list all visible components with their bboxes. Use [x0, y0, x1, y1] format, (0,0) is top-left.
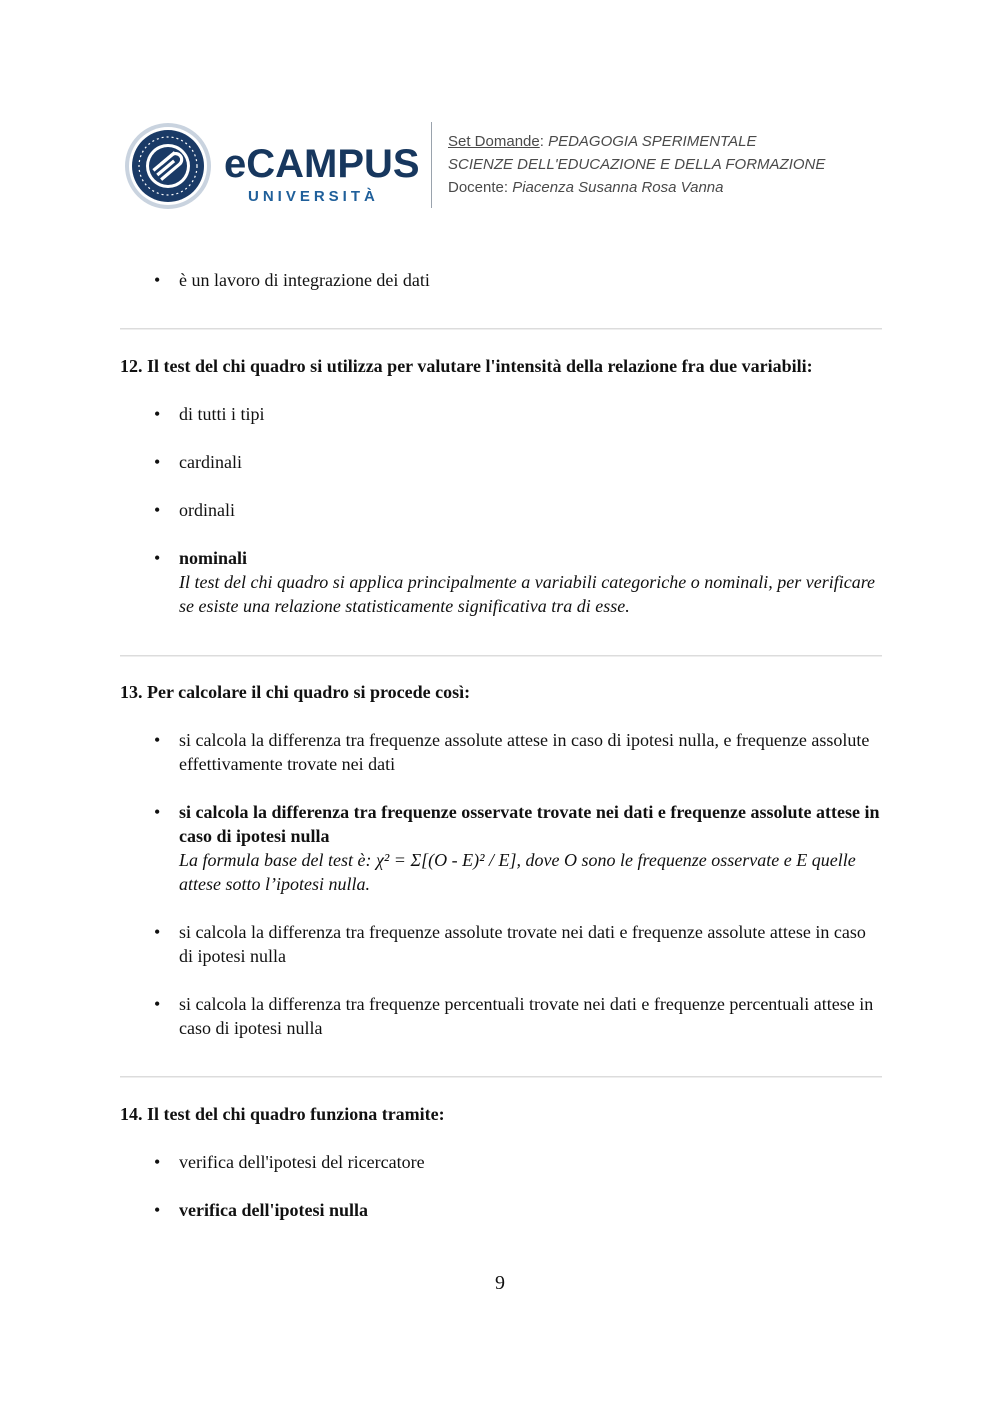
logo-subtitle: UNIVERSITÀ	[248, 188, 379, 205]
correct-option-text: nominali	[179, 548, 248, 568]
correct-option-text: si calcola la differenza tra frequenze osservate trovate nei dati e frequenze assolute attese in caso di ipotesi nulla	[179, 802, 880, 846]
option-text: si calcola la differenza tra frequenze assolute trovate nei dati e frequenze assolute attese in caso di ipotesi nulla	[179, 922, 866, 966]
set-label: Set Domande	[448, 133, 540, 150]
header-divider	[431, 122, 432, 208]
bullet-icon: •	[154, 922, 161, 942]
correct-option-text: verifica dell'ipotesi nulla	[179, 1200, 368, 1220]
explanation-text: La formula base del test è: χ² = Σ[(O - E)² / E], dove O sono le frequenze osservate e E quelle attese sotto l’ipotesi nulla.	[179, 850, 856, 894]
bullet-icon: •	[154, 1200, 161, 1220]
document-header	[124, 120, 884, 212]
correct-option-item	[120, 1198, 882, 1222]
set-value: PEDAGOGIA SPERIMENTALE	[548, 133, 757, 150]
option-item	[120, 450, 882, 474]
option-text: ordinali	[179, 500, 235, 520]
option-text: si calcola la differenza tra frequenze assolute attese in caso di ipotesi nulla, e frequenze assolute effettivamente trovate nei dati	[179, 730, 870, 774]
docente-name: Piacenza Susanna Rosa Vanna	[512, 179, 724, 196]
bullet-icon: •	[154, 404, 161, 424]
university-seal-icon	[124, 122, 212, 210]
university-logo	[224, 144, 424, 210]
bullet-icon: •	[154, 730, 161, 750]
question-title: 12. Il test del chi quadro si utilizza per valutare l'intensità della relazione fra due variabili:	[120, 356, 813, 376]
bullet-icon: •	[154, 500, 161, 520]
question-options	[120, 1150, 882, 1222]
page-number: 9	[495, 1272, 505, 1294]
option-item	[120, 268, 882, 292]
option-item	[120, 920, 882, 968]
question-options	[120, 728, 882, 1040]
question-title: 13. Per calcolare il chi quadro si procede così:	[120, 682, 471, 702]
option-text: è un lavoro di integrazione dei dati	[179, 270, 430, 290]
docente-label: Docente	[448, 179, 504, 196]
document-body	[120, 268, 882, 1222]
explanation-text: Il test del chi quadro si applica principalmente a variabili categoriche o nominali, per verificare se esiste una relazione statisticamente significativa tra di esse.	[179, 572, 876, 616]
bullet-icon: •	[154, 1152, 161, 1172]
option-text: si calcola la differenza tra frequenze percentuali trovate nei dati e frequenze percentuali attese in caso di ipotesi nulla	[179, 994, 874, 1038]
option-text: cardinali	[179, 452, 242, 472]
correct-option-item	[120, 546, 882, 618]
bullet-icon: •	[154, 452, 161, 472]
option-text: verifica dell'ipotesi del ricercatore	[179, 1152, 425, 1172]
bullet-icon: •	[154, 802, 161, 822]
option-item	[120, 1150, 882, 1174]
question-title: 14. Il test del chi quadro funziona tramite:	[120, 1104, 445, 1124]
option-item	[120, 728, 882, 776]
header-course-line	[448, 153, 825, 176]
option-item	[120, 498, 882, 522]
header-info	[448, 130, 825, 199]
correct-option-item	[120, 800, 882, 896]
question-options	[120, 402, 882, 618]
header-docente-line: Docente: Piacenza Susanna Rosa Vanna	[448, 179, 724, 196]
logo-wordmark: eCAMPUS	[224, 142, 420, 186]
previous-question-options	[120, 268, 882, 292]
header-set-line: Set Domande: PEDAGOGIA SPERIMENTALE	[448, 133, 757, 150]
bullet-icon: •	[154, 994, 161, 1014]
bullet-icon: •	[154, 548, 161, 568]
option-item	[120, 992, 882, 1040]
option-text: di tutti i tipi	[179, 404, 265, 424]
option-item	[120, 402, 882, 426]
bullet-icon: •	[154, 270, 161, 290]
course-name: SCIENZE DELL'EDUCAZIONE E DELLA FORMAZIONE	[448, 156, 826, 173]
